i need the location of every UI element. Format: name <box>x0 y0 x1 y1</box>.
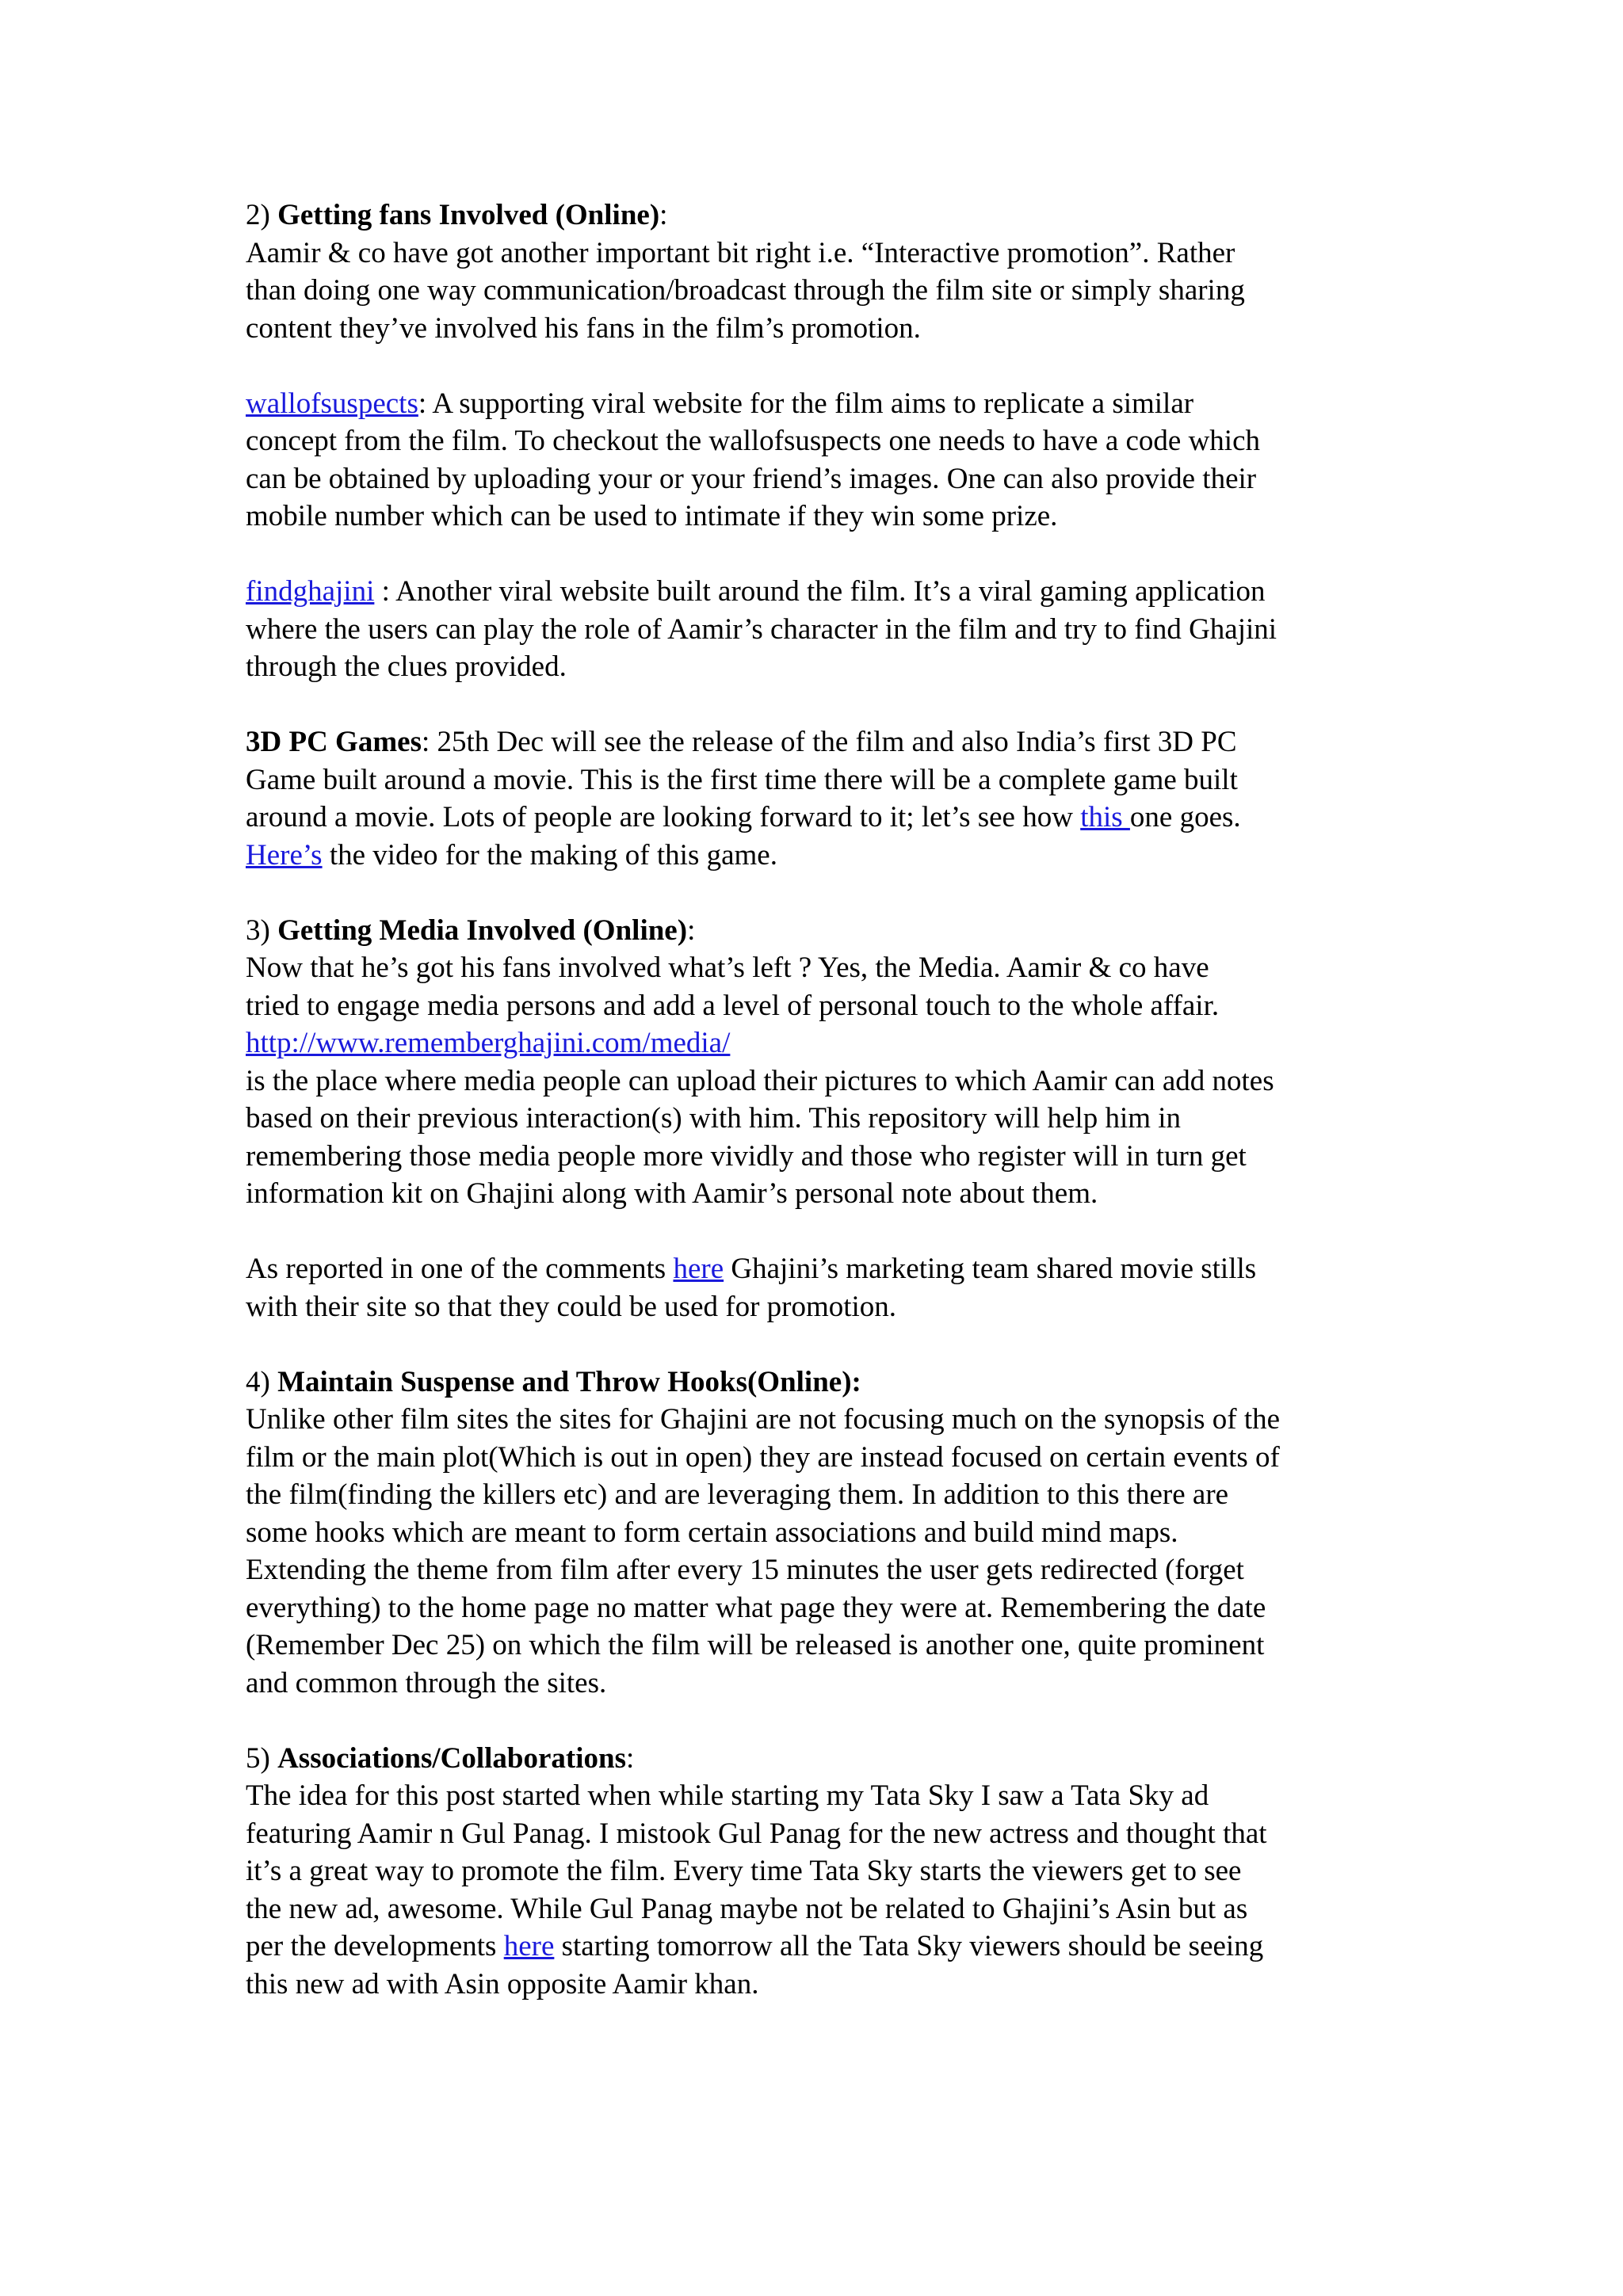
paragraph-line: concept from the film. To checkout the wallofsuspects one needs to have a code which <box>246 425 1261 457</box>
section-associations-collaborations: 5) Associations/Collaborations: The idea for this post started when while starting my Tata Sky I saw a Tata Sky ad featuring Aamir n Gul Panag. I mistook Gul Panag for the new actress and thought that it’s a great way to promote the film. Every time Tata Sky starts the viewers get to see the new ad, awesome. While Gul Panag maybe not be related to Ghajini’s Asin but as per the developments here starting tomorrow all the Tata Sky viewers should be seeing this new ad with Asin opposite Aamir khan. <box>246 1740 1387 2004</box>
paragraph-line: information kit on Ghajini along with Aamir’s personal note about them. <box>246 1177 1098 1210</box>
section-heading: 4) Maintain Suspense and Throw Hooks(Online): <box>246 1365 861 1398</box>
paragraph-line: the film(finding the killers etc) and are leveraging them. In addition to this there are <box>246 1478 1229 1511</box>
paragraph-line: Game built around a movie. This is the first time there will be a complete game built <box>246 763 1238 796</box>
section-heading: 5) Associations/Collaborations: <box>246 1741 635 1775</box>
paragraph-line: (Remember Dec 25) on which the film will be released is another one, quite prominent <box>246 1629 1265 1661</box>
paragraph-line: can be obtained by uploading your or your friend’s images. One can also provide their <box>246 462 1257 495</box>
section-getting-fans-involved <box>246 196 1387 347</box>
paragraph-line: Now that he’s got his fans involved what’s left ? Yes, the Media. Aamir & co have <box>246 952 1209 984</box>
paragraph-line: this new ad with Asin opposite Aamir khan. <box>246 1967 759 2000</box>
paragraph-line: everything) to the home page no matter what page they were at. Remembering the date <box>246 1591 1266 1624</box>
paragraph-line: some hooks which are meant to form certain associations and build mind maps. <box>246 1516 1178 1549</box>
section-maintain-suspense <box>246 1363 1387 1703</box>
section-heading: 3) Getting Media Involved (Online): <box>246 913 696 947</box>
paragraph-line: it’s a great way to promote the film. Every time Tata Sky starts the viewers get to see <box>246 1855 1242 1887</box>
paragraph-line: featuring Aamir n Gul Panag. I mistook Gul Panag for the new actress and thought that <box>246 1817 1267 1850</box>
paragraph-line: mobile number which can be used to intimate if they win some prize. <box>246 500 1058 532</box>
comments-here-link[interactable]: here <box>673 1253 724 1285</box>
paragraph-line: based on their previous interaction(s) with him. This repository will help him in <box>246 1102 1182 1135</box>
paragraph-line: the new ad, awesome. While Gul Panag maybe not be related to Ghajini’s Asin but as <box>246 1892 1248 1925</box>
section-title: Associations/Collaborations <box>277 1741 627 1775</box>
paragraph-wallofsuspects: wallofsuspects: A supporting viral website for the film aims to replicate a similar concept from the film. To checkout the wallofsuspects one needs to have a code which can be obtained by uploading your or your friend’s images. One can also provide their mobile number which can be used to intimate if they win some prize. <box>246 385 1387 536</box>
section-title: Getting fans Involved (Online) <box>277 199 660 231</box>
paragraph-line: is the place where media people can upload their pictures to which Aamir can add notes <box>246 1064 1274 1097</box>
paragraph-line: Extending the theme from film after every 15 minutes the user gets redirected (forget <box>246 1554 1244 1586</box>
paragraph-findghajini: findghajini : Another viral website built around the film. It’s a viral gaming application where the users can play the role of Aamir’s character in the film and try to find Ghajini through the clues provided. <box>246 573 1387 686</box>
paragraph-as-reported: As reported in one of the comments here Ghajini’s marketing team shared movie stills with their site so that they could be used for promotion. <box>246 1250 1387 1325</box>
paragraph-line: remembering those media people more vividly and those who register will in turn get <box>246 1139 1247 1173</box>
document-page <box>246 196 1387 2041</box>
paragraph-3d-pc-games: 3D PC Games: 25th Dec will see the release of the film and also India’s first 3D PC Game built around a movie. This is the first time there will be a complete game built around a movie. Lots of people are looking forward to it; let’s see how this one goes. Here’s the video for the making of this game. <box>246 723 1387 874</box>
paragraph-line: film or the main plot(Which is out in open) they are instead focused on certain events of <box>246 1440 1280 1474</box>
section-heading: 2) Getting fans Involved (Online): <box>246 199 668 231</box>
this-game-link[interactable]: this <box>1080 801 1130 833</box>
games-title: 3D PC Games <box>246 726 422 758</box>
paragraph-line: where the users can play the role of Aamir’s character in the film and try to find Ghajini <box>246 612 1277 646</box>
section-title: Getting Media Involved (Online) <box>277 913 688 947</box>
paragraph-line: The idea for this post started when while starting my Tata Sky I saw a Tata Sky ad <box>246 1779 1209 1812</box>
paragraph-line: Unlike other film sites the sites for Ghajini are not focusing much on the synopsis of the <box>246 1403 1281 1436</box>
findghajini-link[interactable]: findghajini <box>246 575 375 608</box>
paragraph-line: Aamir & co have got another important bit right i.e. “Interactive promotion”. Rather <box>246 236 1235 269</box>
paragraph-line: tried to engage media persons and add a level of personal touch to the whole affair. <box>246 989 1220 1022</box>
paragraph-line: through the clues provided. <box>246 650 567 683</box>
rememberghajini-media-link[interactable]: http://www.rememberghajini.com/media/ <box>246 1027 731 1059</box>
developments-here-link[interactable]: here <box>503 1930 555 1962</box>
wallofsuspects-link[interactable]: wallofsuspects <box>246 387 418 420</box>
paragraph-line: and common through the sites. <box>246 1666 607 1699</box>
paragraph-line: with their site so that they could be used for promotion. <box>246 1290 897 1323</box>
paragraph-line: content they’ve involved his fans in the film’s promotion. <box>246 311 921 345</box>
section-getting-media-involved <box>246 912 1387 1213</box>
paragraph-line: than doing one way communication/broadcast through the film site or simply sharing <box>246 274 1245 307</box>
section-title: Maintain Suspense and Throw Hooks(Online): <box>277 1365 861 1398</box>
making-video-link[interactable]: Here’s <box>246 838 323 871</box>
